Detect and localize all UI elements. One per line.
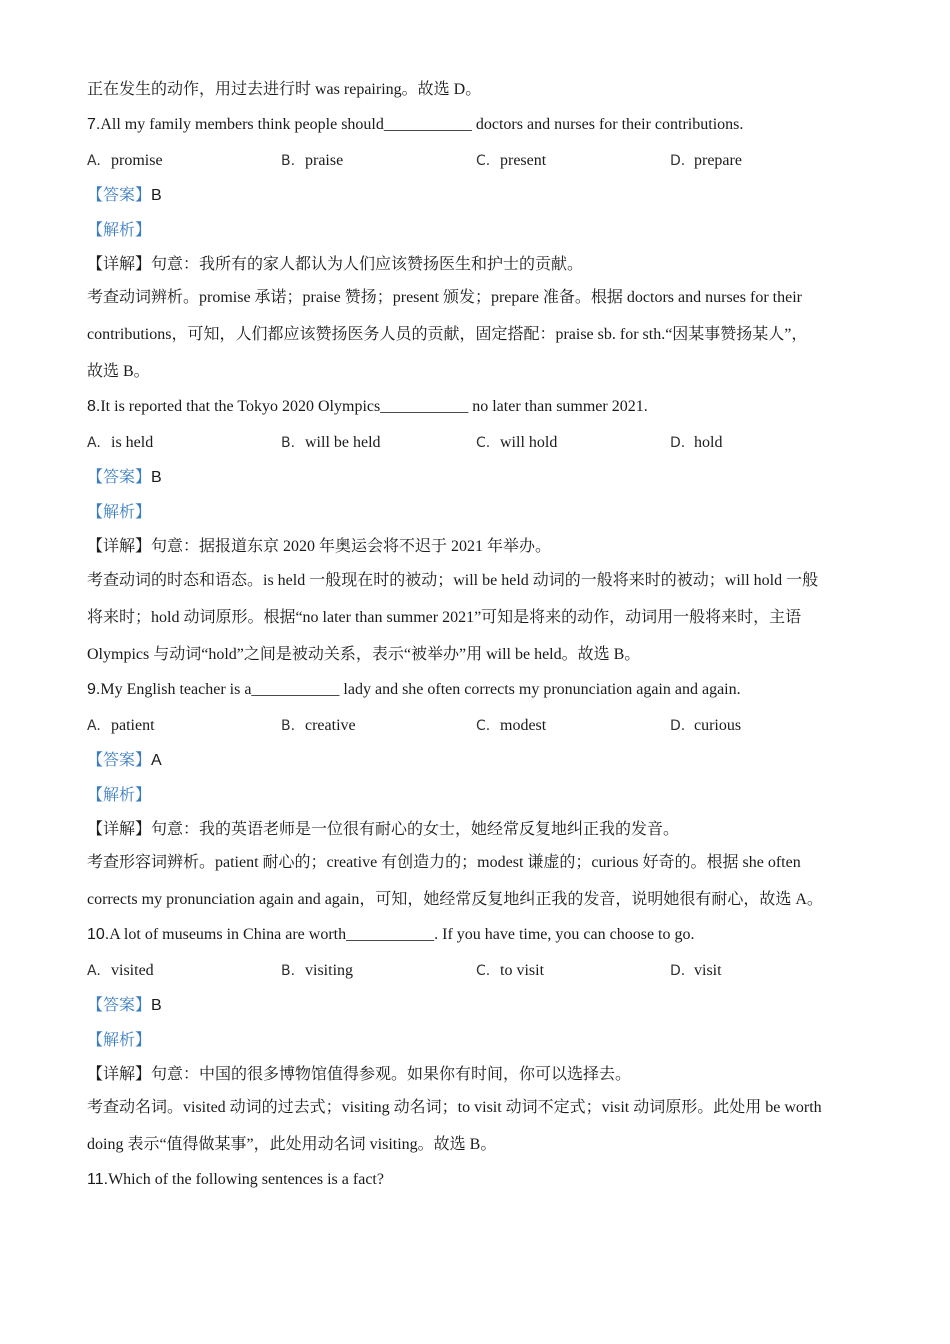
option-c[interactable]: C. modest xyxy=(476,717,547,734)
answer-label: 【答案】 xyxy=(87,187,152,204)
analysis-label: 【解析】 xyxy=(87,222,152,239)
option-b[interactable]: B. creative xyxy=(281,717,356,734)
answer-line xyxy=(87,996,867,1016)
detail-line: 【详解】句意：据报道东京 2020 年奥运会将不迟于 2021 年举办。 xyxy=(87,538,552,555)
explanation-line: 将来时；hold 动词原形。根据“no later than summer 2021”可知是将来的动作，动词用一般将来时，主语 xyxy=(87,609,802,626)
explanation-line: 考查动词辨析。promise 承诺；praise 赞扬；present 颁发；prepare 准备。根据 doctors and nurses for their xyxy=(87,289,802,306)
question-text: Which of the following sentences is a fact? xyxy=(108,1171,384,1188)
explanation-line: 考查形容词辨析。patient 耐心的；creative 有创造力的；modest 谦虚的；curious 好奇的。根据 she often xyxy=(87,854,801,871)
option-c[interactable]: C. will hold xyxy=(476,434,558,451)
question-number: 9. xyxy=(87,681,101,698)
option-a[interactable]: A. is held xyxy=(87,434,154,451)
answer-value: B xyxy=(151,997,162,1014)
question-number: 11. xyxy=(87,1171,109,1188)
question-number: 8. xyxy=(87,398,101,415)
question-8-stem xyxy=(87,397,867,417)
option-c[interactable]: C. to visit xyxy=(476,962,545,979)
option-d[interactable]: D. curious xyxy=(670,717,742,734)
option-b[interactable]: B. will be held xyxy=(281,434,381,451)
option-b[interactable]: B. praise xyxy=(281,152,344,169)
option-a[interactable]: A. promise xyxy=(87,152,163,169)
analysis-label: 【解析】 xyxy=(87,504,152,521)
explanation-line: 故选 B。 xyxy=(87,363,150,380)
explanation-line: contributions，可知，人们都应该赞扬医务人员的贡献，固定搭配：praise sb. for sth.“因某事赞扬某人”， xyxy=(87,326,808,343)
question-8-options xyxy=(87,433,867,453)
question-7-stem xyxy=(87,115,867,135)
explanation-line: Olympics 与动词“hold”之间是被动关系，表示“被举办”用 will be held。故选 B。 xyxy=(87,646,641,663)
answer-line xyxy=(87,751,867,771)
explanation-line: 考查动词的时态和语态。is held 一般现在时的被动；will be held 动词的一般将来时的被动；will hold 一般 xyxy=(87,572,819,589)
question-text: It is reported that the Tokyo 2020 Olympics___________ no later than summer 2021. xyxy=(100,398,648,415)
explanation-line: 考查动名词。visited 动词的过去式；visiting 动名词；to visit 动词不定式；visit 动词原形。此处用 be worth xyxy=(87,1099,822,1116)
detail-line: 【详解】句意：我的英语老师是一位很有耐心的女士，她经常反复地纠正我的发音。 xyxy=(87,821,680,838)
option-b[interactable]: B. visiting xyxy=(281,962,354,979)
analysis-label: 【解析】 xyxy=(87,1032,152,1049)
option-a[interactable]: A. patient xyxy=(87,717,155,734)
question-10-stem xyxy=(87,925,867,945)
question-text: My English teacher is a___________ lady and she often corrects my pronunciation again and again. xyxy=(100,681,741,698)
question-text: All my family members think people should___________ doctors and nurses for their contributions. xyxy=(100,116,744,133)
answer-value: B xyxy=(151,187,162,204)
option-d[interactable]: D. prepare xyxy=(670,152,742,169)
analysis-label: 【解析】 xyxy=(87,787,152,804)
answer-line xyxy=(87,468,867,488)
answer-label: 【答案】 xyxy=(87,469,152,486)
option-c[interactable]: C. present xyxy=(476,152,547,169)
answer-label: 【答案】 xyxy=(87,752,152,769)
option-d[interactable]: D. hold xyxy=(670,434,723,451)
question-number: 10. xyxy=(87,926,110,943)
question-9-stem xyxy=(87,680,867,700)
question-7-options xyxy=(87,151,867,171)
explanation-line: corrects my pronunciation again and again，可知，她经常反复地纠正我的发音，说明她很有耐心，故选 A。 xyxy=(87,891,823,908)
intro-line: 正在发生的动作，用过去进行时 was repairing。故选 D。 xyxy=(87,81,482,98)
option-d[interactable]: D. visit xyxy=(670,962,722,979)
answer-label: 【答案】 xyxy=(87,997,152,1014)
answer-value: A xyxy=(151,752,162,769)
question-10-options xyxy=(87,961,867,981)
question-11-stem xyxy=(87,1170,867,1190)
answer-value: B xyxy=(151,469,162,486)
detail-line: 【详解】句意：我所有的家人都认为人们应该赞扬医生和护士的贡献。 xyxy=(87,256,584,273)
question-text: A lot of museums in China are worth___________. If you have time, you can choose to go. xyxy=(109,926,695,943)
explanation-line: doing 表示“值得做某事”，此处用动名词 visiting。故选 B。 xyxy=(87,1136,497,1153)
detail-line: 【详解】句意：中国的很多博物馆值得参观。如果你有时间，你可以选择去。 xyxy=(87,1066,632,1083)
option-a[interactable]: A. visited xyxy=(87,962,154,979)
answer-line xyxy=(87,186,867,206)
question-number: 7. xyxy=(87,116,101,133)
question-9-options xyxy=(87,716,867,736)
